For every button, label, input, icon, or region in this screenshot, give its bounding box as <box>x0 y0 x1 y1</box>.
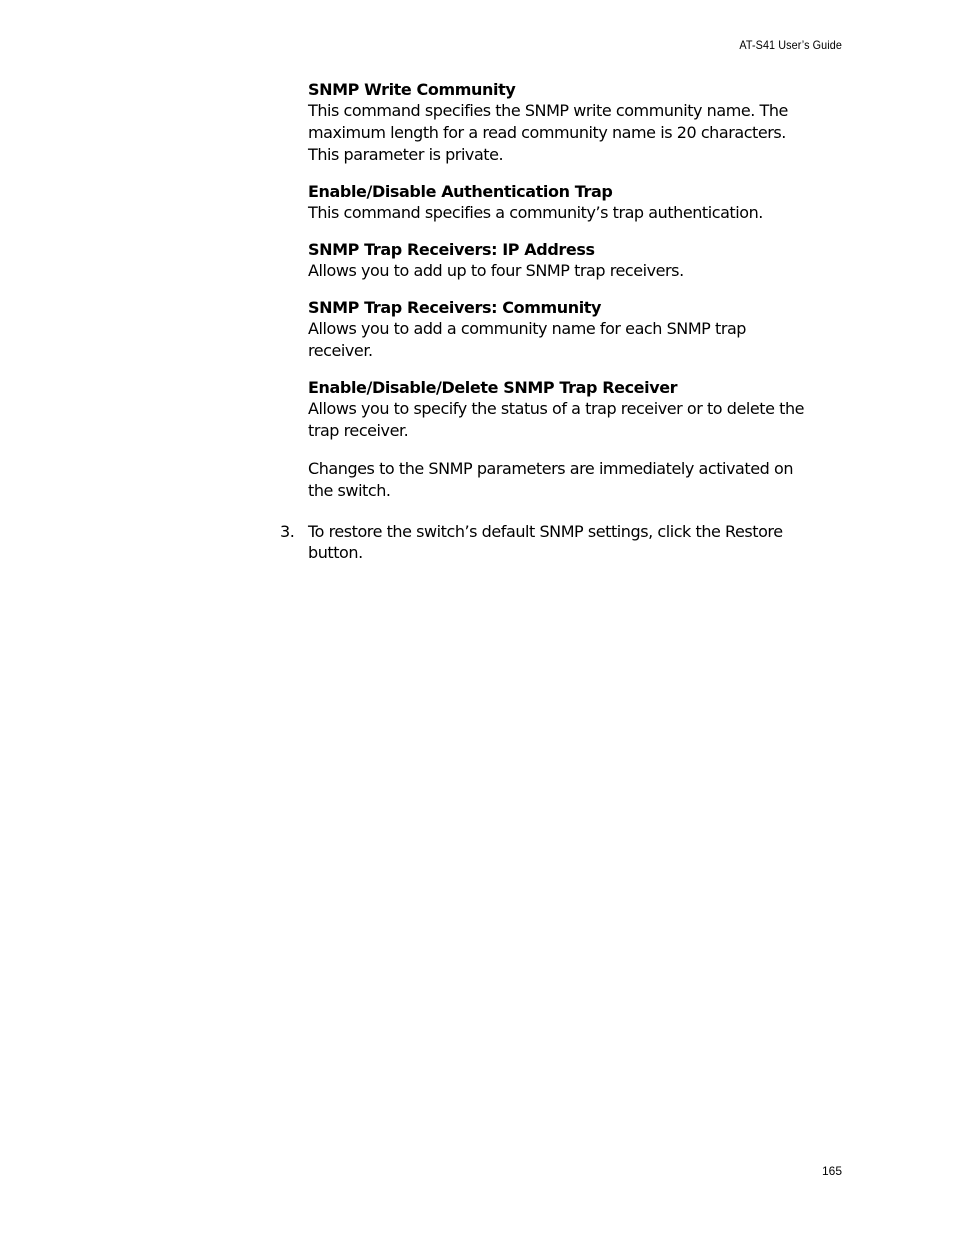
page-number: 165 <box>821 1164 842 1178</box>
main-content <box>308 79 828 502</box>
entry-title: SNMP Trap Receivers: Community <box>308 298 602 317</box>
description-line: This parameter is private. <box>308 145 504 164</box>
entry-trap-receiver-status <box>308 377 828 442</box>
entry-trap-receivers-community <box>308 297 828 362</box>
step-line: button. <box>308 543 363 562</box>
entry-snmp-write-community <box>308 79 828 166</box>
entry-description <box>308 202 828 224</box>
description-line: maximum length for a read community name is 20 characters. <box>308 123 786 142</box>
description-line: This command specifies a community’s trap authentication. <box>308 203 763 222</box>
step-line: To restore the switch’s default SNMP settings, click the Restore <box>308 522 783 541</box>
running-header: AT-S41 User’s Guide <box>739 38 842 52</box>
description-line: receiver. <box>308 341 373 360</box>
description-line: Allows you to add up to four SNMP trap receivers. <box>308 261 684 280</box>
step-text <box>308 521 828 563</box>
entry-title: SNMP Write Community <box>308 80 516 99</box>
entry-description <box>308 398 828 442</box>
entry-description <box>308 260 828 282</box>
activation-note <box>308 458 828 502</box>
entry-title: Enable/Disable/Delete SNMP Trap Receiver <box>308 378 678 397</box>
description-line: Allows you to specify the status of a trap receiver or to delete the <box>308 399 805 418</box>
entry-trap-receivers-ip <box>308 239 828 282</box>
description-line: This command specifies the SNMP write community name. The <box>308 101 788 120</box>
entry-description <box>308 318 828 362</box>
entry-title: Enable/Disable Authentication Trap <box>308 182 613 201</box>
step-number: 3. <box>280 522 295 541</box>
note-line: the switch. <box>308 481 391 500</box>
entry-authentication-trap <box>308 181 828 224</box>
entry-title: SNMP Trap Receivers: IP Address <box>308 240 595 259</box>
description-line: trap receiver. <box>308 421 409 440</box>
entry-description <box>308 100 828 166</box>
description-line: Allows you to add a community name for each SNMP trap <box>308 319 747 338</box>
note-line: Changes to the SNMP parameters are immediately activated on <box>308 459 794 478</box>
